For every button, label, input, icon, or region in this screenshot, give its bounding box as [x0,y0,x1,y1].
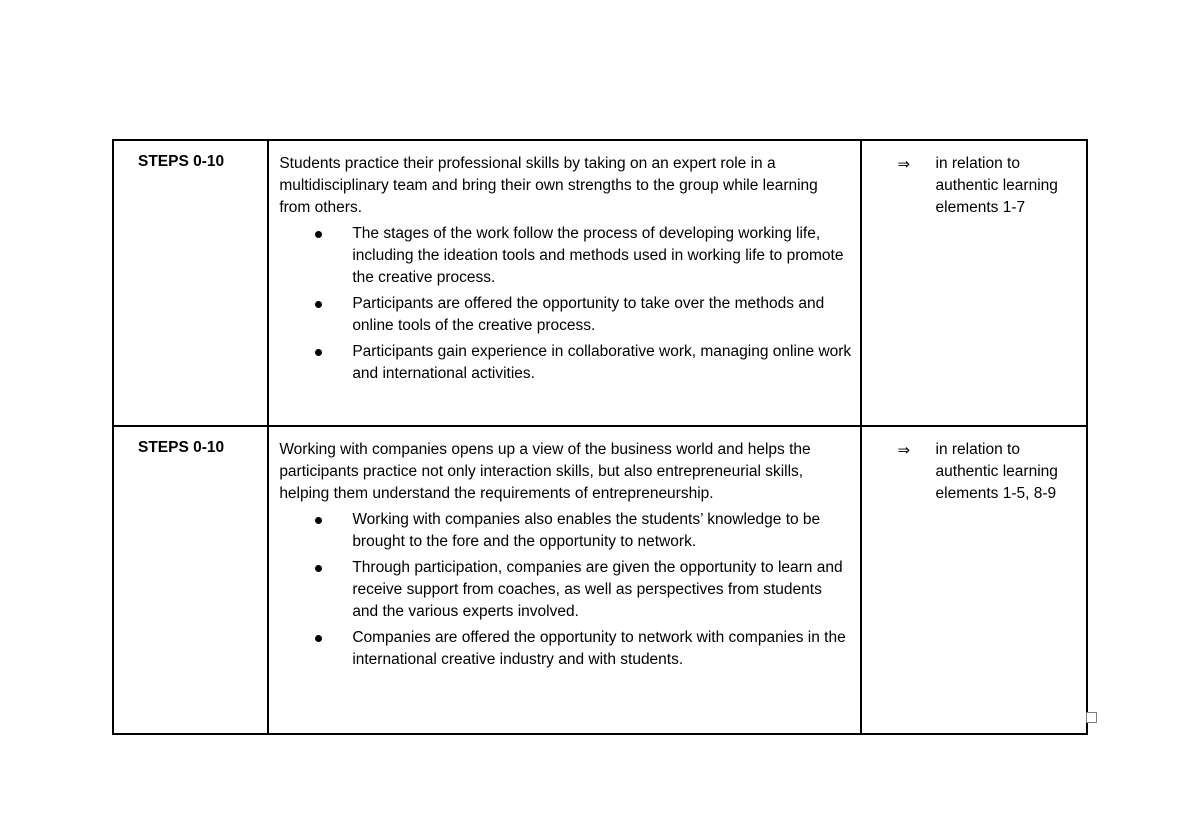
bullet-icon [315,231,322,238]
description-cell [268,140,860,426]
table-row [113,140,1087,426]
table-row [113,426,1087,734]
bullet-text: Working with companies also enables the students’ knowledge to be brought to the fore and the opportunity to network. [352,511,821,550]
bullet-text: Through participation, companies are given the opportunity to learn and receive support from coaches, as well as perspectives from students and the various experts involved. [352,559,843,620]
bullet-list [279,223,851,385]
bullet-text: Participants gain experience in collaborative work, managing online work and international activities. [352,343,852,382]
bullet-icon [315,301,322,308]
double-arrow-right-icon: ⇒ [897,441,911,459]
bullet-list [279,509,851,671]
list-item [279,557,851,623]
reference-cell [861,140,1087,426]
step-label: STEPS 0-10 [113,140,268,426]
bullet-icon [315,565,322,572]
list-item [279,627,851,671]
reference-text: in relation to authentic learning elements 1-7 [935,155,1058,216]
bullet-icon [315,635,322,642]
reference-cell [861,426,1087,734]
double-arrow-right-icon: ⇒ [897,155,911,173]
description-cell [268,426,860,734]
content-table [112,139,1088,735]
list-item [279,223,851,289]
step-label: STEPS 0-10 [113,426,268,734]
bullet-icon [315,517,322,524]
table-resize-handle[interactable] [1086,712,1097,723]
description-intro: Students practice their professional skills by taking on an expert role in a multidisciplinary team and bring their own strengths to the group while learning from others. [279,155,818,216]
description-intro: Working with companies opens up a view of the business world and helps the participants practice not only interaction skills, but also entrepreneurial skills, helping them understand the requirements of entrepreneurship. [279,441,811,502]
list-item [279,509,851,553]
bullet-text: Companies are offered the opportunity to network with companies in the international creative industry and with students. [352,629,846,668]
list-item [279,293,851,337]
bullet-icon [315,349,322,356]
bullet-text: Participants are offered the opportunity to take over the methods and online tools of the creative process. [352,295,825,334]
list-item [279,341,851,385]
bullet-text: The stages of the work follow the process of developing working life, including the ideation tools and methods used in working life to promote the creative process. [352,225,844,286]
reference-text: in relation to authentic learning elements 1-5, 8-9 [935,441,1058,502]
